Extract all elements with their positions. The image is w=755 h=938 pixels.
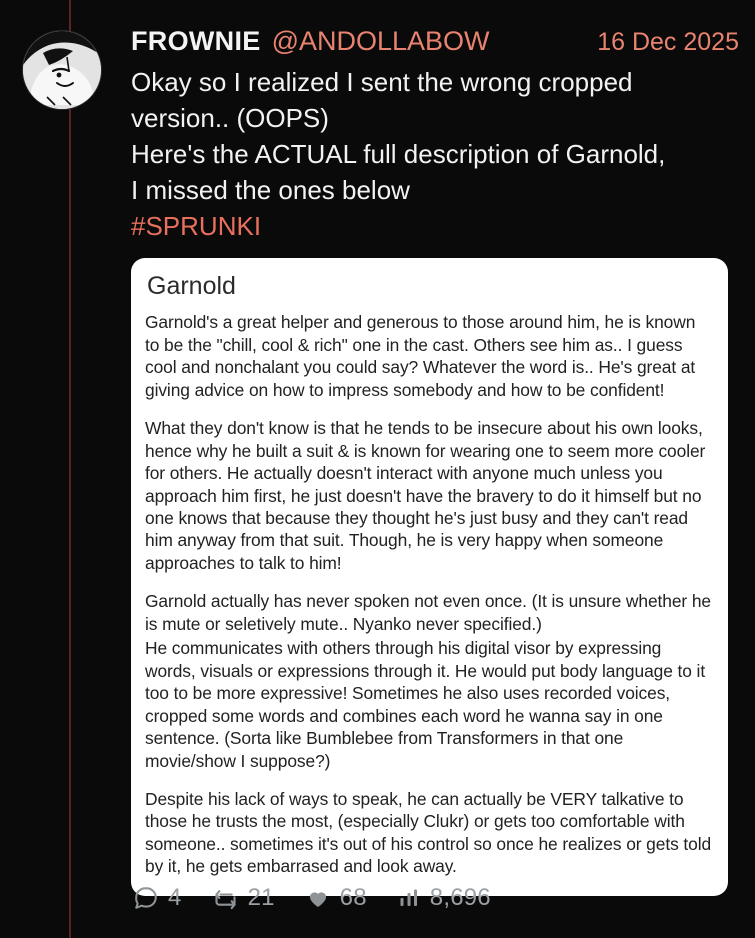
views-count: 8,696 bbox=[429, 884, 491, 911]
post-text-line: Here's the ACTUAL full description of Garnold, bbox=[131, 138, 666, 169]
card-title: Garnold bbox=[147, 272, 236, 301]
analytics-icon bbox=[397, 886, 421, 910]
post-text-line: I missed the ones below bbox=[131, 174, 410, 205]
repost-button[interactable] bbox=[212, 884, 275, 912]
repost-count: 21 bbox=[247, 884, 275, 911]
heart-icon bbox=[305, 885, 331, 911]
avatar-image bbox=[23, 31, 101, 109]
reply-icon bbox=[133, 885, 159, 911]
card-paragraph: What they don't know is that he tends to be insecure about his own looks, hence why he built a suit & is known for wearing one to seem more cooler for others. He actually doesn't interact with anyone much unless you approach him first, he just doesn't have the bravery to do it himself but no one knows that because they thought he's just busy and they can't read him anyway from that suit. Though, he is very happy when someone approaches to talk to him! bbox=[145, 418, 706, 573]
like-count: 68 bbox=[339, 884, 367, 911]
card-paragraph: He communicates with others through his digital visor by expressing words, visuals or expressions through it. He would put body language to it too to be more expressive! Sometimes he also uses recorded voices, cropped some words and combines each word he wanna say in one sentence. (Sorta like Bumblebee from Transformers in that one movie/show I suppose?) bbox=[145, 638, 706, 771]
like-button[interactable] bbox=[305, 884, 367, 912]
user-handle[interactable]: @ANDOLLABOW bbox=[271, 26, 490, 56]
card-paragraph: Garnold's a great helper and generous to those around him, he is known to be the "chill, cool & rich" one in the cast. Others see him as.. I guess cool and nonchalant you could say? Whatever the word is.. He's great at giving advice on how to impress somebody and how to be confident! bbox=[145, 312, 696, 400]
post-text-line: version.. (OOPS) bbox=[131, 102, 329, 133]
card-paragraph: Garnold actually has never spoken not even once. (It is unsure whether he is mute or seletively mute.. Nyanko never specified.) bbox=[145, 591, 711, 634]
post-actions bbox=[133, 884, 521, 912]
post-header bbox=[131, 26, 739, 57]
reply-count: 4 bbox=[168, 884, 182, 911]
post-content bbox=[131, 26, 739, 896]
reply-button[interactable] bbox=[133, 884, 182, 912]
post-text-line: Okay so I realized I sent the wrong cropped bbox=[131, 67, 633, 97]
hashtag-link[interactable]: #SPRUNKI bbox=[131, 210, 262, 241]
post-date: 16 Dec 2025 bbox=[597, 28, 739, 56]
post-text bbox=[131, 65, 739, 244]
views-button[interactable] bbox=[397, 884, 491, 912]
avatar[interactable] bbox=[22, 30, 102, 110]
card-body bbox=[145, 311, 714, 877]
display-name[interactable]: FROWNIE bbox=[131, 26, 261, 56]
attached-text-card[interactable] bbox=[131, 258, 728, 895]
card-paragraph: Despite his lack of ways to speak, he can actually be VERY talkative to those he trusts the most, (especially Clukr) or gets too comfortable with someone.. sometimes it's out of his control so once he realizes or gets told by it, he gets embarrased and look away. bbox=[145, 788, 712, 877]
repost-icon bbox=[212, 885, 239, 912]
thread-line bbox=[69, 0, 71, 938]
